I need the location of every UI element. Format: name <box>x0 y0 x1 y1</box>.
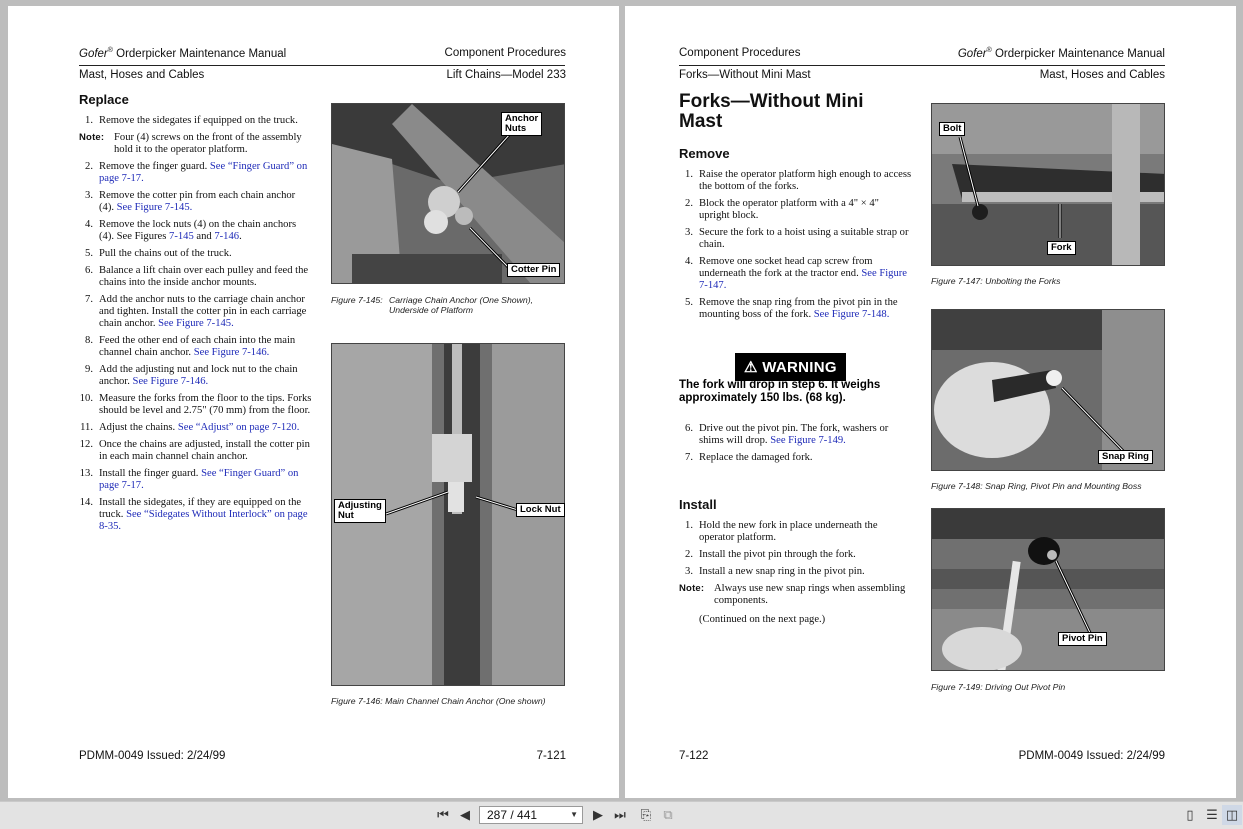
cross-reference-link[interactable]: See Figure 7-147. <box>699 268 907 291</box>
footer-page-number: 7-121 <box>536 750 566 762</box>
single-page-view-button[interactable] <box>1180 805 1200 825</box>
step-number: 2. <box>85 161 93 172</box>
step-number: 1. <box>685 520 693 531</box>
step-text: Adjust the chains. <box>99 422 178 433</box>
two-page-view-button[interactable] <box>1222 805 1242 825</box>
step-text: Hold the new fork in place underneath the operator platform. <box>699 520 878 543</box>
cross-reference-link[interactable]: See “Finger Guard” on page 7-17. <box>99 468 299 491</box>
step-text: Remove the finger guard. <box>99 161 210 172</box>
step-item <box>79 115 312 127</box>
step-item <box>679 520 912 544</box>
step-number: 3. <box>85 190 93 201</box>
figure-7-145-caption: Figure 7-145: Carriage Chain Anchor (One Shown), Underside of Platform <box>331 295 534 315</box>
callout-snap-ring: Snap Ring <box>1098 450 1153 464</box>
callout-bolt: Bolt <box>939 122 965 136</box>
step-number: 4. <box>685 256 693 267</box>
next-page-button[interactable] <box>588 805 608 825</box>
driving-pivot-pin-illustration <box>932 509 1165 671</box>
last-page-button[interactable] <box>610 805 630 825</box>
step-item <box>679 297 912 321</box>
step-item <box>79 422 312 434</box>
step-text: Remove the lock nuts (4) on the chain anchors (4). See Figures <box>99 219 297 242</box>
callout-pivot-pin: Pivot Pin <box>1058 632 1107 646</box>
single-page-view-icon: ▯ <box>1186 807 1194 823</box>
figure-7-148-photo <box>931 309 1165 471</box>
section-title-replace: Replace <box>79 92 129 107</box>
warning-text: The fork will drop in step 6. It weighs approximately 150 lbs. (68 kg). <box>679 379 881 404</box>
step-number: 14. <box>79 497 93 508</box>
callout-cotter-pin: Cotter Pin <box>507 263 560 277</box>
step-number: 7. <box>85 294 93 305</box>
callout-adjusting-nut: Adjusting Nut <box>334 499 386 523</box>
step-number: 5. <box>685 297 693 308</box>
step-item <box>79 294 312 330</box>
step-number: 1. <box>85 115 93 126</box>
cross-reference-link[interactable]: See Figure 7-146. <box>132 376 209 387</box>
step-number: 10. <box>79 393 93 404</box>
step-text: Raise the operator platform high enough to access the bottom of the forks. <box>699 169 912 192</box>
cross-reference-link[interactable]: See Figure 7-148. <box>813 309 890 320</box>
step-text: Remove the sidegates if equipped on the truck. <box>99 115 298 126</box>
right-page <box>625 6 1236 798</box>
step-number: 12. <box>79 439 93 450</box>
manual-title: Gofer® Orderpicker Maintenance Manual <box>79 47 287 60</box>
step-item <box>679 423 912 447</box>
figure-7-149-caption: Figure 7-149: Driving Out Pivot Pin <box>931 682 1066 692</box>
subsection-left: Forks—Without Mini Mast <box>679 69 811 81</box>
cross-reference-link[interactable]: See Figure 7-145. <box>116 202 193 213</box>
cross-reference-link[interactable]: See “Adjust” on page 7-120. <box>177 422 300 433</box>
step-item <box>679 452 912 464</box>
replace-steps <box>79 115 312 538</box>
cross-reference-link[interactable]: 7-145 <box>169 231 194 242</box>
step-number: 4. <box>85 219 93 230</box>
callout-fork: Fork <box>1047 241 1076 255</box>
step-item <box>79 468 312 492</box>
page-title: Forks—Without Mini Mast <box>679 91 864 132</box>
note-item <box>679 583 912 607</box>
step-item <box>79 190 312 214</box>
step-text: Install the finger guard. <box>99 468 202 479</box>
step-number: 13. <box>79 468 93 479</box>
step-item <box>79 335 312 359</box>
step-item <box>79 497 312 533</box>
first-page-button[interactable] <box>433 805 453 825</box>
step-text: Feed the other end of each chain into the main channel chain anchor. <box>99 335 296 358</box>
step-number: 2. <box>685 549 693 560</box>
warning-triangle-icon: ⚠ <box>744 359 758 376</box>
viewer-toolbar <box>0 801 1243 829</box>
step-text: Add the anchor nuts to the carriage chain anchor and tighten. Install the cotter pin in each carriage chain anchor. <box>99 294 307 329</box>
step-text: Four (4) screws on the front of the assembly hold it to the operator platform. <box>114 132 302 155</box>
manual-title: Gofer® Orderpicker Maintenance Manual <box>957 47 1165 60</box>
step-text: and <box>193 231 215 242</box>
figure-7-148-caption: Figure 7-148: Snap Ring, Pivot Pin and Mounting Boss <box>931 481 1142 491</box>
forward-icon: ⧉ <box>663 807 673 823</box>
left-page <box>8 6 619 798</box>
cross-reference-link[interactable]: See Figure 7-149. <box>770 435 846 446</box>
footer-doc-id: PDMM-0049 Issued: 2/24/99 <box>79 750 226 762</box>
subsection-right: Mast, Hoses and Cables <box>1039 69 1165 81</box>
section-title-install: Install <box>679 497 717 512</box>
header-rule <box>79 65 565 66</box>
last-page-icon: ⏭ <box>614 807 626 823</box>
next-page-icon: ▶ <box>593 807 603 823</box>
figure-7-149-photo <box>931 508 1165 671</box>
step-number: 3. <box>685 566 693 577</box>
step-text: Remove the snap ring from the pivot pin in the mounting boss of the fork. <box>699 297 898 320</box>
figure-7-146-caption: Figure 7-146: Main Channel Chain Anchor (One shown) <box>331 696 546 706</box>
warning-badge: ⚠ WARNING <box>736 354 845 380</box>
step-text: Always use new snap rings when assembling components. <box>714 583 906 606</box>
section-title-remove: Remove <box>679 146 730 161</box>
continuous-view-icon: ☰ <box>1206 807 1218 823</box>
step-text: . <box>239 231 242 242</box>
step-item <box>79 248 312 260</box>
step-number: 6. <box>685 423 693 434</box>
back-icon: ⎘ <box>640 807 652 823</box>
step-number: 8. <box>85 335 93 346</box>
step-text: Measure the forks from the floor to the tips. Forks should be level and 2.75" (70 mm) from the floor. <box>99 393 312 416</box>
first-page-icon: ⏮ <box>437 807 449 823</box>
step-item <box>79 161 312 185</box>
step-text: Replace the damaged fork. <box>699 452 813 463</box>
section-header: Component Procedures <box>679 47 801 59</box>
cross-reference-link[interactable]: See Figure 7-146. <box>193 347 270 358</box>
step-text: Once the chains are adjusted, install the cotter pin in each main channel chain anchor. <box>99 439 310 462</box>
step-item <box>679 549 912 561</box>
remove-steps-continued <box>679 423 912 469</box>
step-text: Install the pivot pin through the fork. <box>699 549 856 560</box>
footer-doc-id: PDMM-0049 Issued: 2/24/99 <box>1018 750 1165 762</box>
two-page-view-icon: ◫ <box>1225 807 1239 823</box>
callout-anchor-nuts: Anchor Nuts <box>501 112 542 136</box>
back-button[interactable] <box>636 805 656 825</box>
step-item <box>679 566 912 578</box>
step-text: Secure the fork to a hoist using a suitable strap or chain. <box>699 227 909 250</box>
section-header: Component Procedures <box>444 47 566 59</box>
subsection-right: Lift Chains—Model 233 <box>446 69 566 81</box>
step-number: 5. <box>85 248 93 259</box>
note-label: Note: <box>79 132 105 143</box>
step-text: Add the adjusting nut and lock nut to the chain anchor. <box>99 364 298 387</box>
prev-page-icon: ◀ <box>460 807 470 823</box>
snap-ring-illustration <box>932 310 1165 471</box>
step-text: Install the sidegates, if they are equipped on the truck. <box>99 497 302 520</box>
figure-7-147-caption: Figure 7-147: Unbolting the Forks <box>931 276 1061 286</box>
dropdown-arrow-icon: ▼ <box>570 810 578 819</box>
step-text: Block the operator platform with a 4" × 4" upright block. <box>699 198 879 221</box>
step-number: 1. <box>685 169 693 180</box>
note-label: Note: <box>679 583 705 594</box>
step-number: 2. <box>685 198 693 209</box>
cross-reference-link[interactable]: See “Sidegates Without Interlock” on page 8-35. <box>99 509 308 532</box>
step-text: Balance a lift chain over each pulley and feed the chains into the inside anchor mounts. <box>99 265 309 288</box>
step-item <box>679 256 912 292</box>
remove-steps <box>679 169 912 326</box>
continued-note: (Continued on the next page.) <box>699 614 826 625</box>
step-number: 9. <box>85 364 93 375</box>
cross-reference-link[interactable]: See Figure 7-145. <box>158 318 234 329</box>
step-number: 11. <box>80 422 93 433</box>
step-item <box>679 198 912 222</box>
note-item <box>79 132 312 156</box>
step-item <box>679 227 912 251</box>
step-item <box>79 265 312 289</box>
step-item <box>79 364 312 388</box>
step-item <box>79 219 312 243</box>
step-text: Install a new snap ring in the pivot pin. <box>699 566 865 577</box>
step-text: Remove the cotter pin from each chain anchor (4). <box>99 190 296 213</box>
step-number: 7. <box>685 452 693 463</box>
prev-page-button[interactable] <box>455 805 475 825</box>
step-item <box>679 169 912 193</box>
subsection-left: Mast, Hoses and Cables <box>79 69 205 81</box>
forward-button[interactable] <box>658 805 678 825</box>
cross-reference-link[interactable]: 7-146 <box>214 231 240 242</box>
header-rule <box>679 65 1165 66</box>
page-number-select[interactable]: 287 / 441 ▼ <box>479 806 583 824</box>
install-steps <box>679 520 912 612</box>
step-text: Remove one socket head cap screw from underneath the fork at the tractor end. <box>699 256 873 279</box>
step-item <box>79 439 312 463</box>
step-text: Drive out the pivot pin. The fork, washers or shims will drop. <box>699 423 889 446</box>
footer-page-number: 7-122 <box>679 750 709 762</box>
cross-reference-link[interactable]: See “Finger Guard” on page 7-17. <box>99 161 308 184</box>
callout-lock-nut: Lock Nut <box>516 503 565 517</box>
step-number: 3. <box>685 227 693 238</box>
step-item <box>79 393 312 417</box>
continuous-view-button[interactable] <box>1202 805 1222 825</box>
step-text: Pull the chains out of the truck. <box>99 248 232 259</box>
step-number: 6. <box>85 265 93 276</box>
